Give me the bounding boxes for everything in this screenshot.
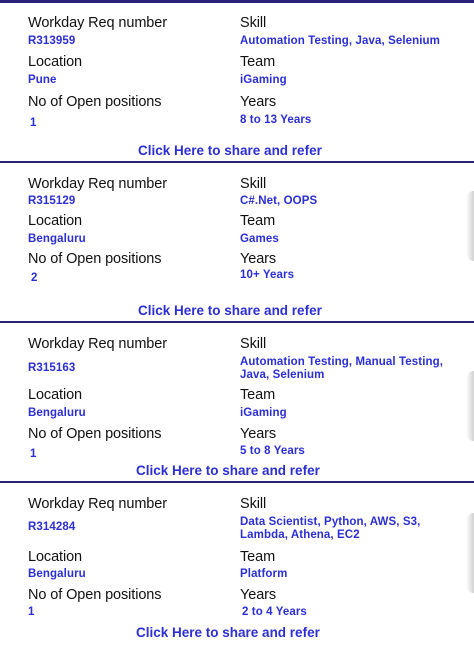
team-label: Team <box>240 549 276 565</box>
job-card <box>0 323 474 483</box>
open-positions-label: No of Open positions <box>28 426 162 442</box>
team-label: Team <box>240 213 276 229</box>
job-card <box>0 483 474 646</box>
open-positions-label: No of Open positions <box>28 94 162 110</box>
req-number-value: R313959 <box>28 35 76 47</box>
location-value: Pune <box>28 74 57 86</box>
location-label: Location <box>28 387 83 403</box>
team-value: iGaming <box>240 407 287 419</box>
share-and-refer-link[interactable]: Click Here to share and refer <box>136 625 320 640</box>
open-positions-value: 2 <box>31 272 38 284</box>
open-positions-value: 1 <box>30 117 37 129</box>
open-positions-label: No of Open positions <box>28 587 162 603</box>
team-value: Platform <box>240 568 288 580</box>
job-card <box>0 3 474 163</box>
req-number-label: Workday Req number <box>28 336 167 352</box>
team-label: Team <box>240 387 276 403</box>
years-value: 2 to 4 Years <box>242 606 307 618</box>
team-value: Games <box>240 233 279 245</box>
skill-label: Skill <box>240 15 267 31</box>
share-and-refer-link[interactable]: Click Here to share and refer <box>138 303 322 318</box>
location-label: Location <box>28 213 83 229</box>
years-value: 10+ Years <box>240 269 295 281</box>
skill-label: Skill <box>240 496 267 512</box>
open-positions-label: No of Open positions <box>28 251 162 267</box>
skill-value: Data Scientist, Python, AWS, S3, Lambda, Athena, EC2 <box>240 516 421 541</box>
location-value: Bengaluru <box>28 233 86 245</box>
skill-value: Automation Testing, Java, Selenium <box>240 35 441 47</box>
team-value: iGaming <box>240 74 287 86</box>
open-positions-value: 1 <box>28 606 35 618</box>
years-value: 5 to 8 Years <box>240 445 305 457</box>
years-label: Years <box>240 251 277 267</box>
share-and-refer-link[interactable]: Click Here to share and refer <box>136 463 320 478</box>
skill-value: C#.Net, OOPS <box>240 195 318 207</box>
open-positions-value: 1 <box>30 448 37 460</box>
location-label: Location <box>28 549 83 565</box>
req-number-label: Workday Req number <box>28 496 167 512</box>
req-number-value: R315163 <box>28 362 76 374</box>
years-label: Years <box>240 587 277 603</box>
skill-label: Skill <box>240 336 267 352</box>
skill-label: Skill <box>240 176 267 192</box>
req-number-label: Workday Req number <box>28 176 167 192</box>
years-label: Years <box>240 94 277 110</box>
req-number-value: R315129 <box>28 195 76 207</box>
years-label: Years <box>240 426 277 442</box>
location-value: Bengaluru <box>28 407 86 419</box>
skill-value: Automation Testing, Manual Testing, Java, Selenium <box>240 356 444 381</box>
team-label: Team <box>240 54 276 70</box>
years-value: 8 to 13 Years <box>240 114 312 126</box>
req-number-label: Workday Req number <box>28 15 167 31</box>
share-and-refer-link[interactable]: Click Here to share and refer <box>138 143 322 158</box>
location-label: Location <box>28 54 83 70</box>
req-number-value: R314284 <box>28 521 76 533</box>
edge-shadow <box>466 191 474 261</box>
job-card <box>0 163 474 323</box>
location-value: Bengaluru <box>28 568 86 580</box>
